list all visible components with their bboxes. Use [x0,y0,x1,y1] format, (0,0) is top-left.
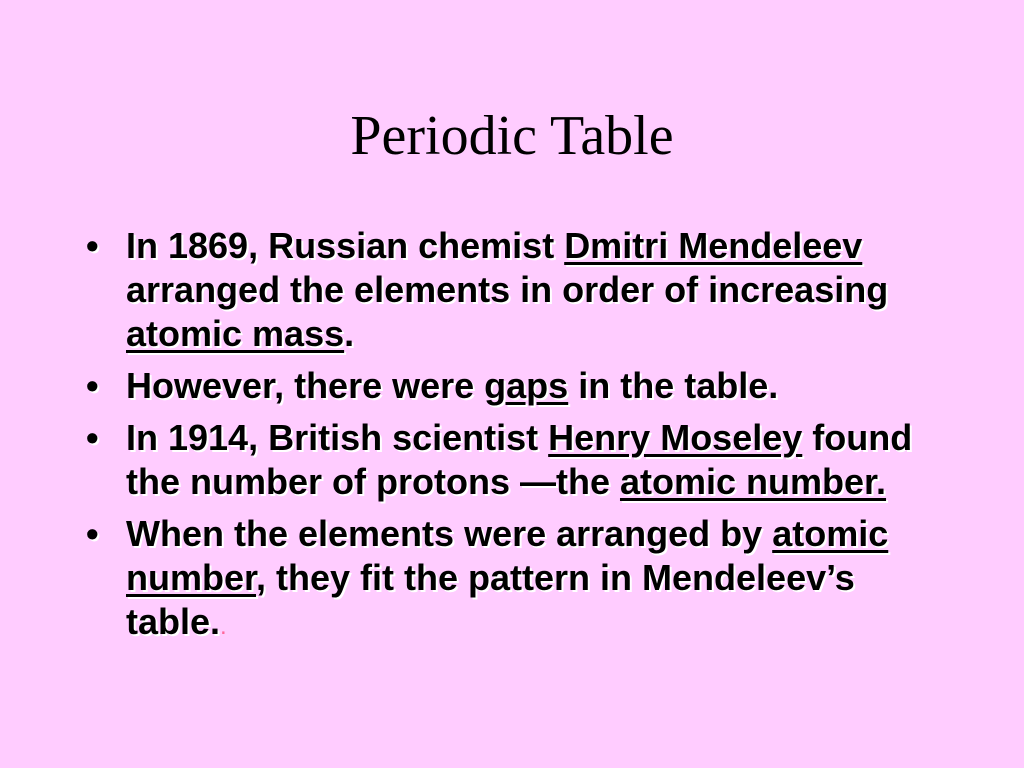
bullet-text: When the elements were arranged by [126,513,773,554]
bullet-item-moseley [86,416,946,504]
bullet-text: In 1914, British scientist [126,417,549,458]
bullet-item-mendeleev [86,224,946,356]
underlined-term-atomic-mass: atomic mass [126,313,345,354]
bullet-text: in the table. [568,365,779,406]
underlined-term-dmitri-mendeleev: Dmitri Mendeleev [564,225,863,266]
bullet-text: found the number of protons —the [126,417,913,502]
bullet-text: . [344,313,355,354]
slide-title: Periodic Table [350,105,674,167]
underlined-term-atomic-number: atomic number. [619,461,887,502]
bullet-item-gaps [86,364,946,408]
bullet-text: However, there were [126,365,485,406]
bullet-text: , they fit the pattern in Mendeleev’s table. [126,557,855,642]
bullet-icon: • [86,513,99,554]
underlined-term-henry-moseley: Henry Moseley [548,417,803,458]
bullet-icon: • [86,365,99,406]
underlined-term-gaps: gaps [484,365,569,406]
trailing-mark: . [220,613,227,640]
bullet-icon: • [86,417,99,458]
bullet-text: arranged the elements in order of increasing [126,269,889,310]
bullet-text: In 1869, Russian chemist [126,225,565,266]
bullet-icon: • [86,225,99,266]
bullet-list [86,224,946,657]
bullet-item-pattern [86,512,946,649]
underlined-term-atomic-number: atomic number [126,513,889,598]
